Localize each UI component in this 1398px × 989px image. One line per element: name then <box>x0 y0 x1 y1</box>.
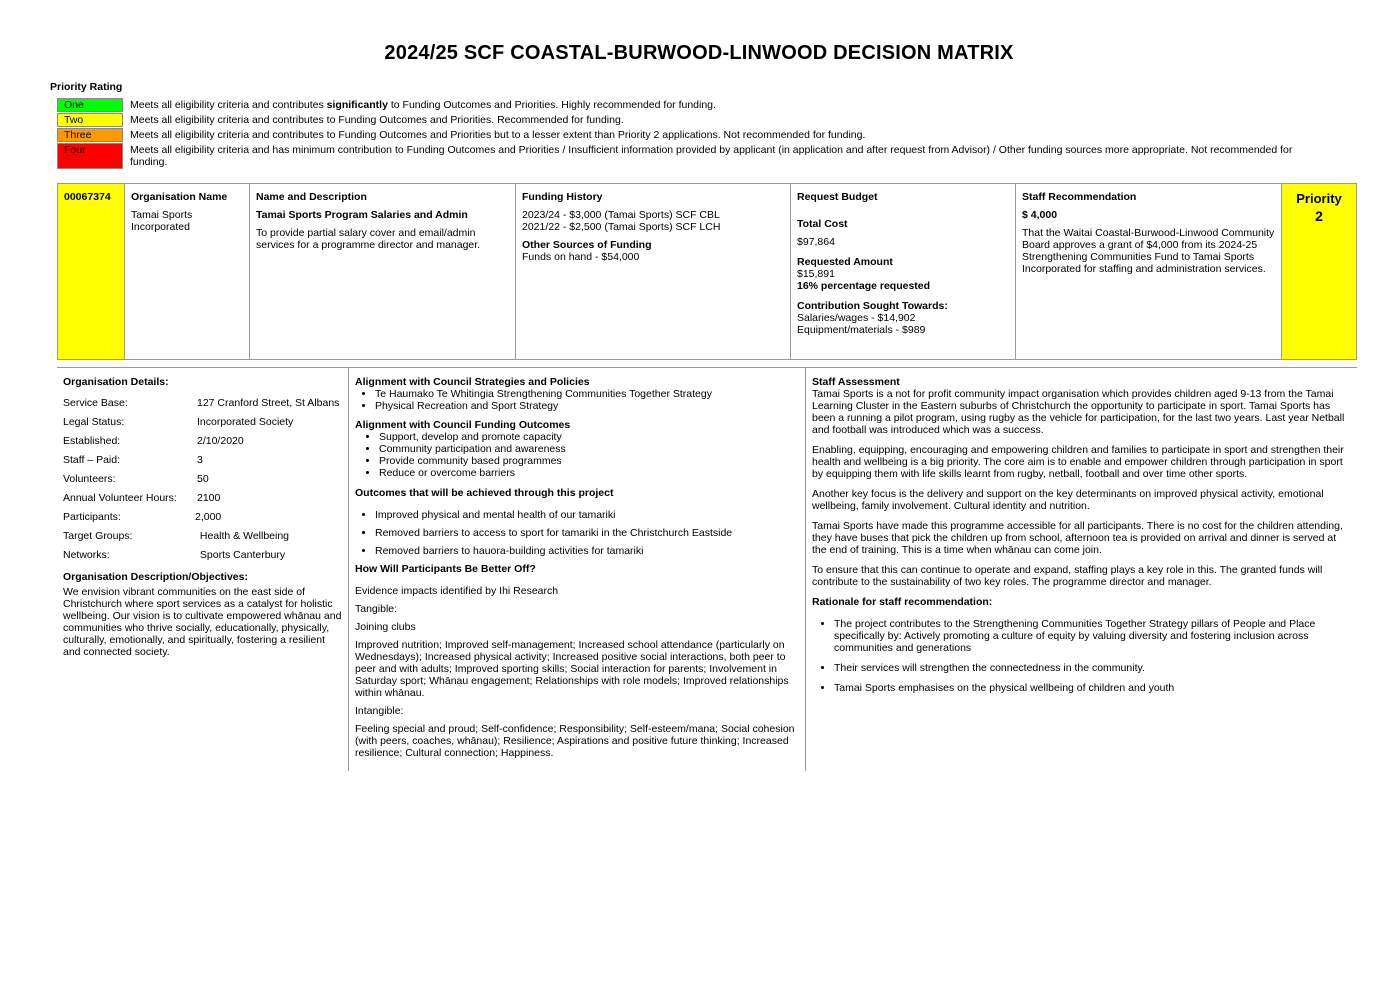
intangible-label: Intangible: <box>355 705 404 717</box>
staff-recommendation-heading: Staff Recommendation <box>1022 191 1137 203</box>
org-detail-value: 2100 <box>197 492 221 504</box>
org-detail-value: 2/10/2020 <box>197 435 244 447</box>
strategies-list <box>355 388 799 412</box>
staff-recommendation-text: That the Waitai Coastal-Burwood-Linwood Community Board approves a grant of $4,000 from its 2024-25 Strengthening Communities Fund to Tamai Sports Incorporated for staffing and administration services. <box>1022 227 1275 275</box>
tangible-label: Tangible: <box>355 603 398 615</box>
org-detail-row <box>63 549 343 568</box>
assessment-paragraph: To ensure that this can continue to operate and expand, staffing plays a key role in this. The granted funds will contribute to the sustainability of two key roles. The programme director and manager. <box>812 564 1323 588</box>
funding-outcome-item: • Reduce or overcome barriers <box>379 467 799 479</box>
org-detail-key: Volunteers: <box>63 473 116 485</box>
priority-swatch-two: Two <box>57 113 123 127</box>
funding-history-heading: Funding History <box>522 191 603 203</box>
requested-amount-label: Requested Amount <box>797 256 893 268</box>
org-description: We envision vibrant communities on the east side of Christchurch where sport services as a catalyst for holistic wellbeing. Our vision is to cultivate empowered whānau and communities who thrive socially, educationally, physically, culturally, emotionally, and spiritually, fostering a resilient and connected society. <box>63 586 342 658</box>
org-detail-row <box>63 530 343 549</box>
org-detail-value: 3 <box>197 454 203 466</box>
contribution-label: Contribution Sought Towards: <box>797 300 948 312</box>
project-outcome-item: • Removed barriers to hauora-building activities for tamariki <box>375 545 799 557</box>
org-detail-value: 50 <box>197 473 209 485</box>
priority-desc-four: Meets all eligibility criteria and has minimum contribution to Funding Outcomes and Priorities / Insufficient information provided by applicant (in application and after request from Advisor) / Other funding sources more appropriate. Not recommended for funding. <box>130 144 1293 168</box>
funding-outcomes-list <box>355 431 799 479</box>
rationale-item: • Their services will strengthen the connectedness in the community. <box>834 662 1351 674</box>
org-detail-row <box>63 416 343 435</box>
priority-heading: Priority <box>1296 191 1342 206</box>
project-outcomes-list <box>355 509 799 557</box>
funding-outcome-item: • Community participation and awareness <box>379 443 799 455</box>
org-detail-value: 127 Cranford Street, St Albans <box>197 397 340 409</box>
org-detail-key: Participants: <box>63 511 121 523</box>
assessment-paragraph: Enabling, equipping, encouraging and empowering children and families to participate in sport and strengthen their health and wellbeing is a big priority. The core aim is to enable and empower children through participation in sport by equipping them with life skills learnt from rugby, netball, football and over time other sports. <box>812 444 1344 480</box>
org-detail-row <box>63 397 343 416</box>
org-detail-key: Staff – Paid: <box>63 454 121 466</box>
priority-cell <box>1282 184 1356 359</box>
org-detail-value: 2,000 <box>195 511 222 523</box>
staff-assessment-column <box>806 368 1357 771</box>
requested-amount: $15,891 <box>797 268 835 280</box>
application-summary-row <box>57 183 1357 360</box>
project-outcome-item: • Removed barriers to access to sport for tamariki in the Christchurch Eastside <box>375 527 799 539</box>
priority-swatch-one: One <box>57 98 123 112</box>
evidence-text: Evidence impacts identified by Ihi Research <box>355 585 559 597</box>
staff-recommendation-cell <box>1016 184 1282 359</box>
total-cost-label: Total Cost <box>797 218 848 230</box>
org-description-heading: Organisation Description/Objectives: <box>63 571 248 583</box>
program-description: To provide partial salary cover and email/admin services for a programme director and manager. <box>256 227 481 251</box>
name-description-heading: Name and Description <box>256 191 367 203</box>
contribution-item: Equipment/materials - $989 <box>797 324 926 336</box>
rationale-item: • Tamai Sports emphasises on the physical wellbeing of children and youth <box>834 682 1351 694</box>
details-section <box>57 367 1357 771</box>
org-detail-key: Annual Volunteer Hours: <box>63 492 177 504</box>
org-detail-value: Health & Wellbeing <box>197 530 290 542</box>
project-outcomes-heading: Outcomes that will be achieved through this project <box>355 487 614 499</box>
org-detail-key: Service Base: <box>63 397 128 409</box>
funding-history-item: 2023/24 - $3,000 (Tamai Sports) SCF CBL <box>522 209 720 221</box>
other-sources: Funds on hand - $54,000 <box>522 251 640 263</box>
request-budget-cell <box>791 184 1016 359</box>
percentage-requested: 16% percentage requested <box>797 280 931 292</box>
priority-swatch-four: Four <box>57 143 123 169</box>
intangible-text: Feeling special and proud; Self-confidence; Responsibility; Self-esteem/mana; Social cohesion (with peers, coaches, whānau); Resilience; Aspirations and positive future thinking; Increased resilience; Cultural connection; Happiness. <box>355 723 795 759</box>
org-details-column <box>57 368 349 771</box>
org-detail-key: Established: <box>63 435 121 447</box>
priority-desc-one: Meets all eligibility criteria and contributes significantly to Funding Outcomes and Priorities. Highly recommended for funding. <box>130 99 716 111</box>
name-description-cell <box>250 184 516 359</box>
funding-history-cell <box>516 184 791 359</box>
org-details-heading: Organisation Details: <box>63 376 169 388</box>
rationale-heading: Rationale for staff recommendation: <box>812 596 993 608</box>
rationale-item: • The project contributes to the Strengthening Communities Together Strategy pillars of People and Place specifically by: Actively promoting a culture of equity by valuing diversity and fostering inclusion across communities and generations <box>834 618 1351 654</box>
org-detail-key: Networks: <box>63 549 110 561</box>
rationale-list <box>812 618 1351 694</box>
org-detail-key: Target Groups: <box>63 530 133 542</box>
org-detail-key: Legal Status: <box>63 416 125 428</box>
org-detail-value: Incorporated Society <box>197 416 294 428</box>
org-detail-row <box>63 454 343 473</box>
funding-outcome-item: • Support, develop and promote capacity <box>379 431 799 443</box>
org-name: Tamai Sports Incorporated <box>131 209 193 233</box>
staff-recommendation-amount: $ 4,000 <box>1022 209 1058 221</box>
request-budget-heading: Request Budget <box>797 191 878 203</box>
priority-desc-two: Meets all eligibility criteria and contributes to Funding Outcomes and Priorities. Recommended for funding. <box>130 114 624 126</box>
application-id: 00067374 <box>64 191 111 203</box>
total-cost: $97,864 <box>797 236 835 248</box>
assessment-paragraph: Another key focus is the delivery and support on the key determinants on improved physical activity, emotional wellbeing, family involvement. Cultural identity and nutrition. <box>812 488 1324 512</box>
alignment-column <box>348 368 806 771</box>
org-detail-row <box>63 492 343 511</box>
org-detail-row <box>63 511 343 530</box>
priority-swatch-three: Three <box>57 128 123 142</box>
strategies-heading: Alignment with Council Strategies and Policies <box>355 376 590 388</box>
strategy-item: • Physical Recreation and Sport Strategy <box>375 400 799 412</box>
project-outcome-item: • Improved physical and mental health of our tamariki <box>375 509 799 521</box>
better-off-heading: How Will Participants Be Better Off? <box>355 563 536 575</box>
joining-clubs: Joining clubs <box>355 621 416 633</box>
funding-outcomes-heading: Alignment with Council Funding Outcomes <box>355 419 571 431</box>
assessment-paragraph: Tamai Sports have made this programme accessible for all participants. There is no cost for the children attending, they have buses that pick the children up from school, afternoon tea is provided on arrival and dinner is served at the end of training. This is a time when whānau can come join. <box>812 520 1343 556</box>
org-name-heading: Organisation Name <box>131 191 228 203</box>
application-id-cell <box>58 184 125 359</box>
program-name: Tamai Sports Program Salaries and Admin <box>256 209 468 221</box>
page-title: 2024/25 SCF COASTAL-BURWOOD-LINWOOD DECISION MATRIX <box>384 42 1014 64</box>
assessment-paragraph: Tamai Sports is a not for profit community impact organisation which provides children aged 9-13 from the Tamai Learning Cluster in the Eastern suburbs of Christchurch the opportunity to participate in sport. Tamai Sports has been a running a pilot program, using rugby as the vehicle for participation, for the last two years. Last year Netball and football was introduced which was a success. <box>812 388 1345 436</box>
contribution-item: Salaries/wages - $14,902 <box>797 312 916 324</box>
priority-value: 2 <box>1315 208 1323 224</box>
other-sources-heading: Other Sources of Funding <box>522 239 652 251</box>
priority-desc-three: Meets all eligibility criteria and contributes to Funding Outcomes and Priorities but to a lesser extent than Priority 2 applications. Not recommended for funding. <box>130 129 866 141</box>
funding-outcome-item: • Provide community based programmes <box>379 455 799 467</box>
org-detail-row <box>63 473 343 492</box>
strategy-item: • Te Haumako Te Whitingia Strengthening Communities Together Strategy <box>375 388 799 400</box>
staff-assessment-heading: Staff Assessment <box>812 376 900 388</box>
org-detail-value: Sports Canterbury <box>197 549 286 561</box>
org-detail-row <box>63 435 343 454</box>
funding-history-item: 2021/22 - $2,500 (Tamai Sports) SCF LCH <box>522 221 721 233</box>
org-name-cell <box>125 184 250 359</box>
priority-rating-heading: Priority Rating <box>50 81 123 93</box>
tangible-text: Improved nutrition; Improved self-management; Increased school attendance (particularly on Wednesdays); Increased physical activity; Increased positive social interactions, both peer to peer and with adults; Improved sporting skills; Social interaction for parents; Involvement in Saturday sport; Whānau engagement; Relationships with role models; Improved relationships within whānau. <box>355 639 789 699</box>
